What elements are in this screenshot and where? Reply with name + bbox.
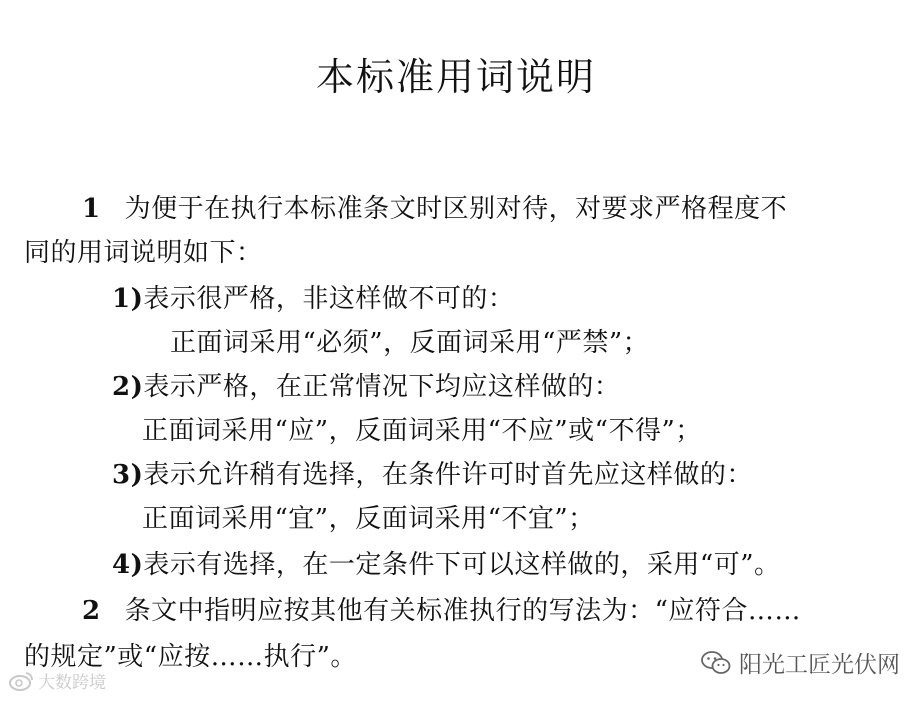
item-4 [112, 548, 781, 582]
clause-2-text-1: 条文中指明应按其他有关标准执行的写法为：“应符合…… [124, 596, 801, 626]
watermark-right-text: 阳光工匠光伏网 [739, 652, 900, 678]
clause-2-text-2: 的规定”或“应按……执行”。 [24, 642, 357, 672]
item-2-label: 表示严格，在正常情况下均应这样做的： [143, 372, 621, 402]
watermark-right [701, 646, 900, 679]
clause-2-line-1 [82, 594, 801, 628]
page-title: 本标准用词说明 [315, 55, 596, 99]
item-1 [112, 282, 514, 316]
weibo-icon [8, 671, 34, 691]
item-3 [112, 458, 753, 492]
clause-1-text-2: 同的用词说明如下： [24, 238, 263, 268]
item-4-label: 表示有选择，在一定条件下可以这样做的，采用“可”。 [143, 550, 781, 580]
clause-1-line-2 [24, 236, 263, 270]
item-3-label: 表示允许稍有选择，在条件许可时首先应这样做的： [143, 460, 753, 490]
item-1-label: 表示很严格，非这样做不可的： [143, 284, 515, 314]
clause-1-line-1 [82, 192, 787, 226]
item-1-detail: 正面词采用“必须”，反面词采用“严禁”； [170, 328, 650, 358]
wechat-icon [701, 650, 731, 676]
item-2-detail: 正面词采用“应”，反面词采用“不应”或“不得”； [142, 416, 702, 446]
item-4-number: 4) [112, 550, 144, 580]
watermark-left-text: 大数跨境 [38, 673, 106, 693]
watermark-left [8, 668, 106, 693]
item-3-detail: 正面词采用“宜”，反面词采用“不宜”； [142, 504, 595, 534]
item-2 [112, 370, 620, 404]
item-3-number: 3) [112, 460, 144, 490]
clause-1-text-1: 为便于在执行本标准条文时区别对待，对要求严格程度不 [124, 194, 788, 224]
item-2-number: 2) [112, 372, 144, 402]
clause-1-number: 1 [82, 194, 101, 224]
item-1-number: 1) [112, 284, 144, 314]
clause-2-number: 2 [82, 596, 101, 626]
